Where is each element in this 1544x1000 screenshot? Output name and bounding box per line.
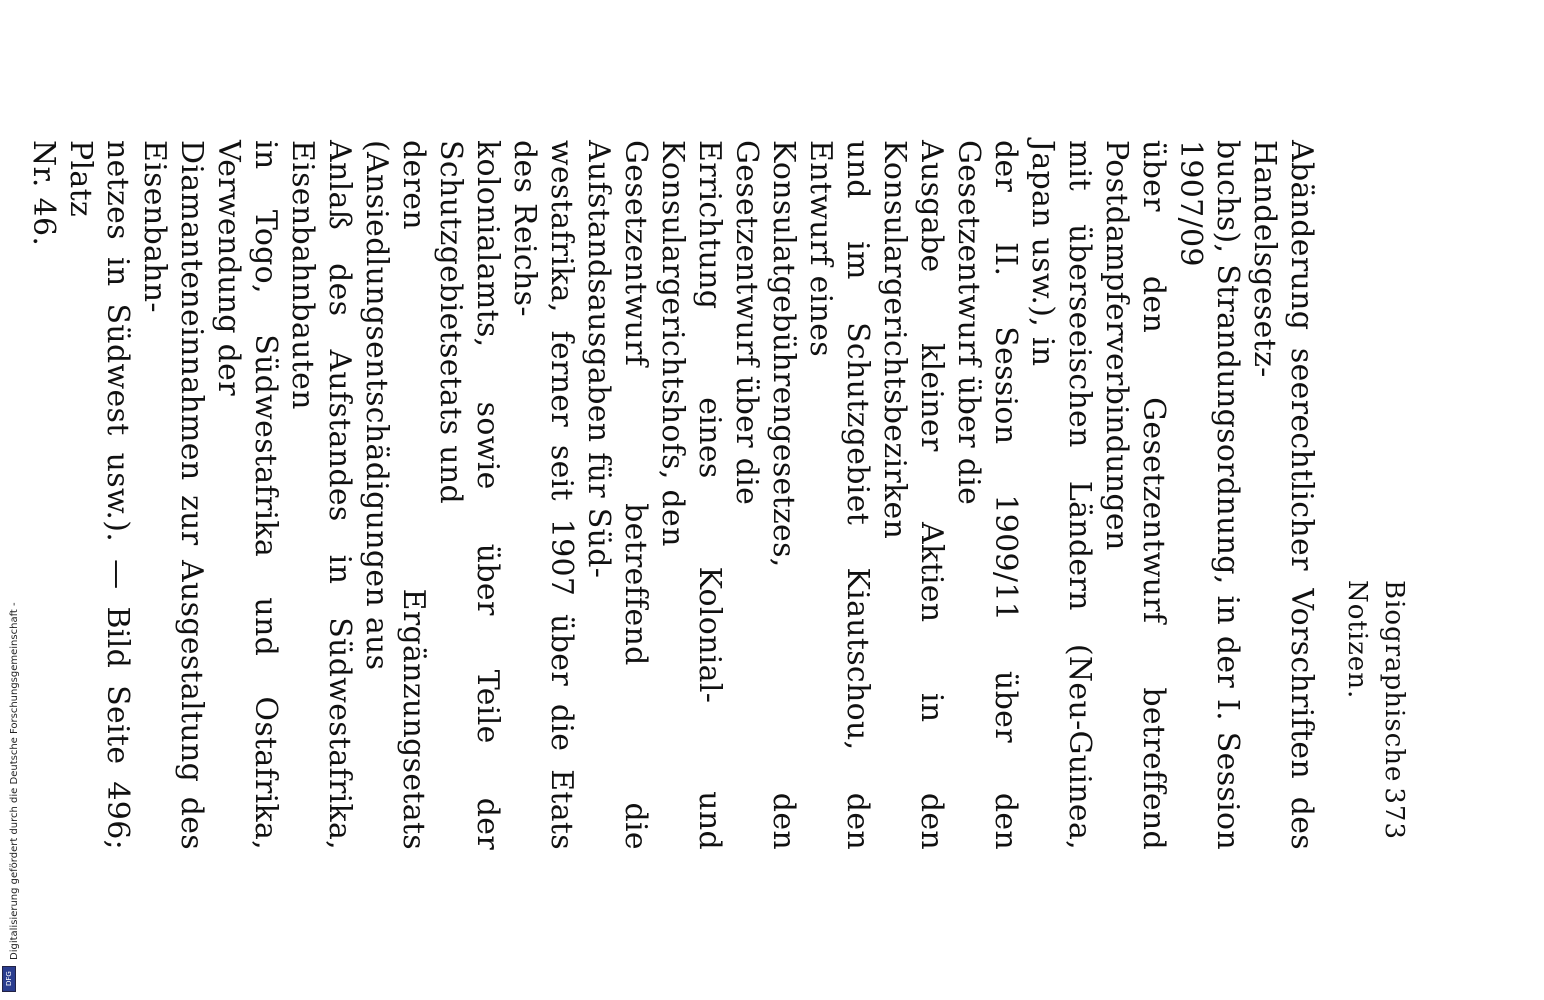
text-line: westafrika, ferner seit 1907 über die Etats des Reichs- — [507, 140, 579, 850]
running-head — [1338, 140, 1412, 850]
text-line: deren Ergänzungsetats (Ansiedlungsentschädigungen aus — [359, 140, 431, 850]
entry-seyda — [0, 140, 1, 850]
text-line: kolonialamts, sowie über Teile der Schutzgebietsetats und — [433, 140, 505, 850]
text-line: netzes in Südwest usw.). — Bild Seite 496; Platz — [63, 140, 135, 850]
entry-heading-line — [0, 140, 1, 850]
text-line: Ausgabe kleiner Aktien in den Konsulargerichtsbezirken — [877, 140, 949, 850]
dfg-logo: DFG — [2, 966, 16, 992]
page-header-title: Biographische Notizen. — [1342, 580, 1409, 783]
text-line: Anlaß des Aufstandes in Südwestafrika, Eisenbahnbauten — [285, 140, 357, 850]
text-line: in Togo, Südwestafrika und Ostafrika, Verwendung der — [211, 140, 283, 850]
page-number: 373 — [1379, 787, 1409, 840]
text-line: Errichtung eines Kolonial- und Konsulargerichtshofs, den — [655, 140, 727, 850]
text-line: der II. Session 1909/11 über den Gesetzentwurf über die — [951, 140, 1023, 850]
text-line: Abänderung seerechtlicher Vorschriften des Handelsgesetz- — [1247, 140, 1319, 850]
credit-text: Digitalisierung gefördert durch die Deutsche Forschungsgemeinschaft - — [9, 602, 20, 960]
text-line: mit überseeischen Ländern (Neu-Guinea, Japan usw.), in — [1025, 140, 1097, 850]
text-line: Gesetzentwurf betreffend die Aufstandsausgaben für Süd- — [581, 140, 653, 850]
text-line: Diamanteneinnahmen zur Ausgestaltung des Eisenbahn- — [137, 140, 209, 850]
text-line: und im Schutzgebiet Kiautschou, den Entwurf eines — [803, 140, 875, 850]
entry-continuation — [25, 140, 1320, 850]
scanned-page-area — [26, 100, 1440, 890]
digitization-credit — [0, 0, 20, 1000]
text-line: buchs), Strandungsordnung, in der I. Session 1907/09 — [1173, 140, 1245, 850]
book-page — [26, 100, 1440, 890]
text-line: Konsulatgebührengesetzes, den Gesetzentwurf über die — [729, 140, 801, 850]
text-line: Nr. 46. — [26, 140, 61, 247]
text-line: über den Gesetzentwurf betreffend Postdampferverbindungen — [1099, 140, 1171, 850]
